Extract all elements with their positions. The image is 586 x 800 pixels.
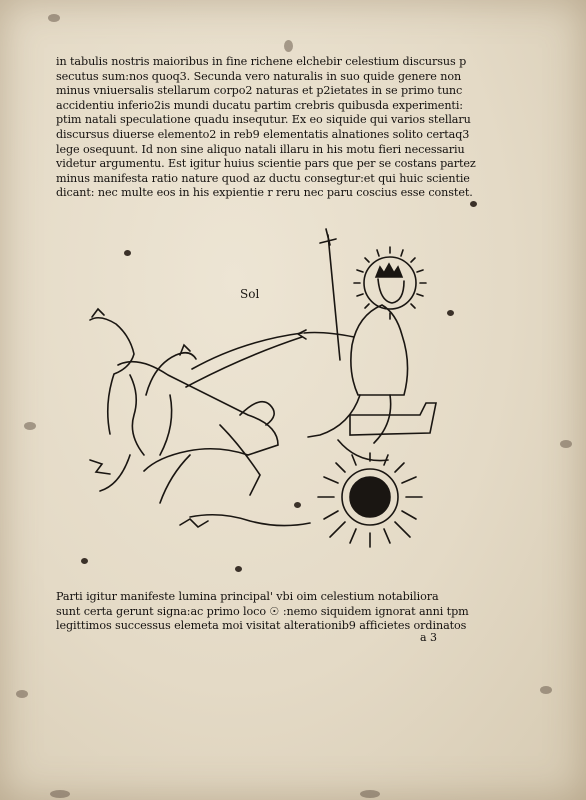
paper-stain (360, 790, 380, 798)
text-line: videtur argumentu. Est igitur huius scientie pars que per se costans partez (56, 157, 476, 171)
paper-stain (540, 686, 552, 694)
signature-mark: a 3 (420, 631, 438, 644)
top-text-block (56, 55, 476, 201)
text-line: legittimos successus elemeta moi visitat alterationib9 afficietes ordinatos (56, 619, 467, 633)
paper-stain (560, 440, 572, 448)
wormhole (235, 566, 242, 572)
text-line: lege osequunt. Id non sine aliquo natali illaru in his motu fieri necessariu (56, 142, 465, 156)
paper-stain (50, 790, 70, 798)
horses (90, 309, 278, 503)
wormhole (447, 310, 454, 316)
text-line: minus vniuersalis stellarum corpo2 naturas et p2ietates in se primo tunc (56, 84, 463, 98)
bottom-text-block (56, 590, 476, 634)
text-line: accidentiu inferio2is mundi ducatu partim crebris quibusda experimenti: (56, 98, 463, 112)
text-line: minus manifesta ratio nature quod az ductu consegtur:et qui huic scientie (56, 171, 470, 185)
paper-stain (48, 14, 60, 22)
text-line: ptim natali speculatione quadu insequtur. Ex eo siquide qui varios stellaru (56, 113, 471, 127)
wormhole (294, 502, 301, 508)
halo-rays (354, 247, 426, 319)
wormhole (124, 250, 131, 256)
text-line: discursus diuerse elemento2 in reb9 elementatis alnationes solito certaq3 (56, 127, 470, 141)
paper-stain (24, 422, 36, 430)
paper-stain (16, 690, 28, 698)
sun-wheel (318, 453, 422, 547)
wormhole (81, 558, 88, 564)
sol-chariot-woodcut (70, 225, 450, 570)
text-line: dicant: nec multe eos in his expientie r reru nec paru coscius esse constet. (56, 186, 473, 200)
text-line: in tabulis nostris maioribus in fine richene elchebir celestium discursus p (56, 55, 467, 68)
wormhole (470, 201, 477, 207)
text-line: sunt certa gerunt signa:ac primo loco ☉ :nemo siquidem ignorat anni tpm (56, 604, 469, 618)
text-line: Parti igitur manifeste lumina principal' vbi oim celestium notabiliora (56, 590, 439, 603)
text-line: secutus sum:nos quoq3. Secunda vero naturalis in suo quide genere non (56, 69, 462, 83)
paper-stain (284, 40, 293, 52)
figure-label-sol: Sol (240, 287, 260, 301)
